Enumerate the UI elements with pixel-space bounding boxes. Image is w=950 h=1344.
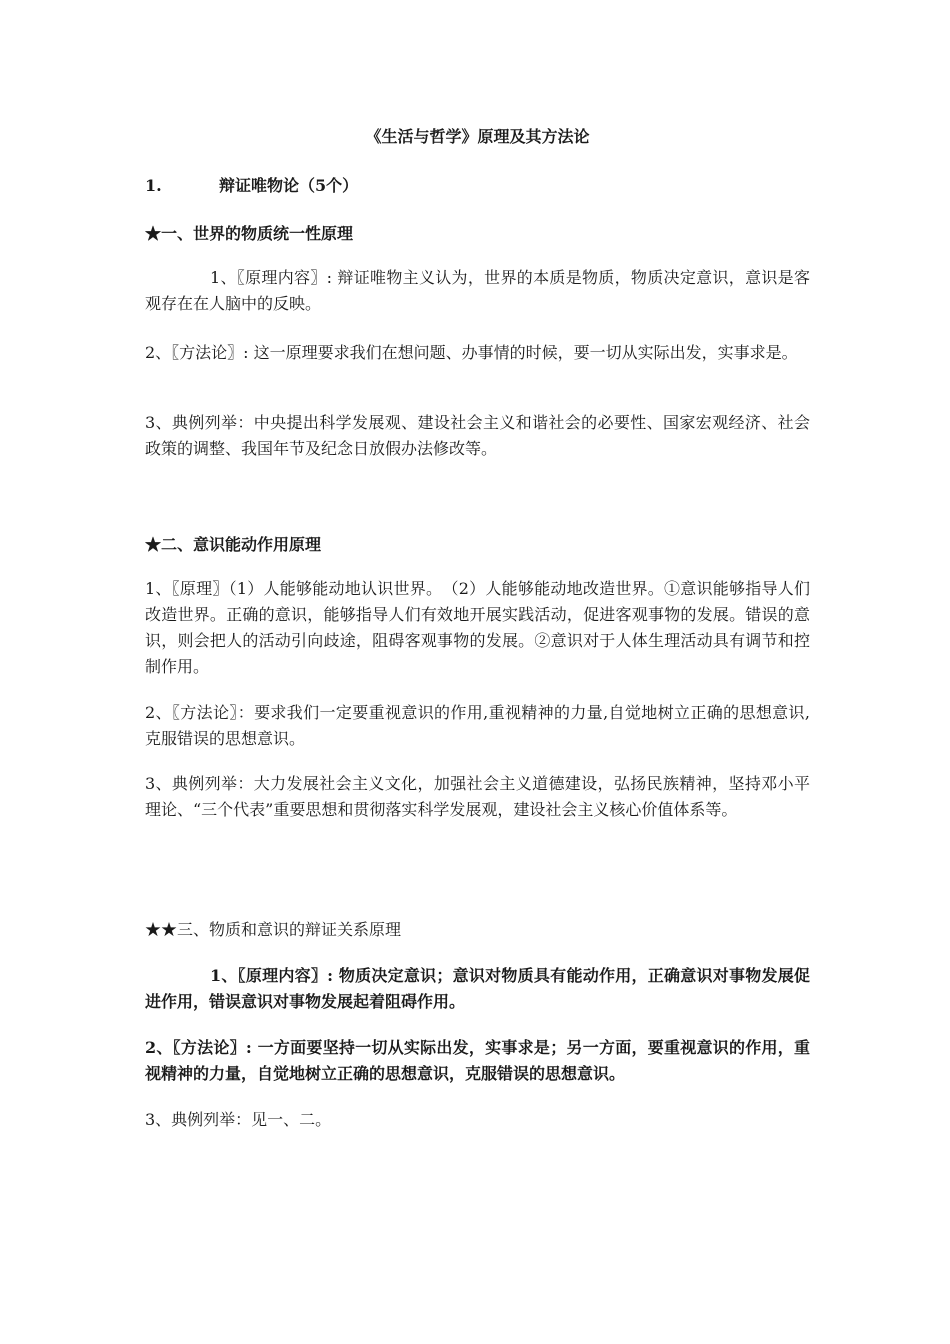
principle-3-examples: 3、典例列举：见一、二。 [145,1110,332,1129]
principle-2-heading: ★二、意识能动作用原理 [145,535,322,554]
principle-2-content: 1、〖原理〗（1）人能够能动地认识世界。 （2）人能够能动地改造世界。①意识能够指导人们改造世界。正确的意识，能够指导人们有效地开展实践活动，促进客观事物的发展。错误的意识，则会把人的活动引向歧途，阻碍客观事物的发展。②意识对于人体生理活动具有调节和控制作用。 [145,579,810,676]
section-number: 1. [145,176,162,195]
principle-3-methodology: 2、〖方法论〗: 一方面要坚持一切从实际出发，实事求是；另一方面，要重视意识的作用，重视精神的力量，自觉地树立正确的思想意识，克服错误的思想意识。 [145,1038,810,1083]
document-title: 《生活与哲学》原理及其方法论 [365,127,590,146]
principle-2-methodology: 2、〖方法论〗：要求我们一定要重视意识的作用,重视精神的力量,自觉地树立正确的思想意识,克服错误的思想意识。 [145,703,810,748]
principle-3-heading: ★★三、物质和意识的辩证关系原理 [145,920,402,939]
section-heading [145,173,358,199]
principle-1-content: 1、〖原理内容〗: 辩证唯物主义认为，世界的本质是物质，物质决定意识，意识是客观存在在人脑中的反映。 [145,268,810,313]
principle-2-examples: 3、典例列举：大力发展社会主义文化，加强社会主义道德建设，弘扬民族精神，坚持邓小平理论、“三个代表”重要思想和贯彻落实科学发展观，建设社会主义核心价值体系等。 [145,774,810,819]
principle-3-content: 1、〖原理内容〗: 物质决定意识；意识对物质具有能动作用，正确意识对事物发展促进作用，错误意识对事物发展起着阻碍作用。 [145,966,810,1011]
principle-1-methodology: 2、〖方法论〗: 这一原理要求我们在想问题、办事情的时候，要一切从实际出发，实事求是。 [145,343,798,362]
principle-1-heading: ★一、世界的物质统一性原理 [145,224,354,243]
section-label: 辩证唯物论（5个） [219,176,359,195]
principle-1-examples: 3、典例列举：中央提出科学发展观、建设社会主义和谐社会的必要性、国家宏观经济、社会政策的调整、我国年节及纪念日放假办法修改等。 [145,413,810,458]
